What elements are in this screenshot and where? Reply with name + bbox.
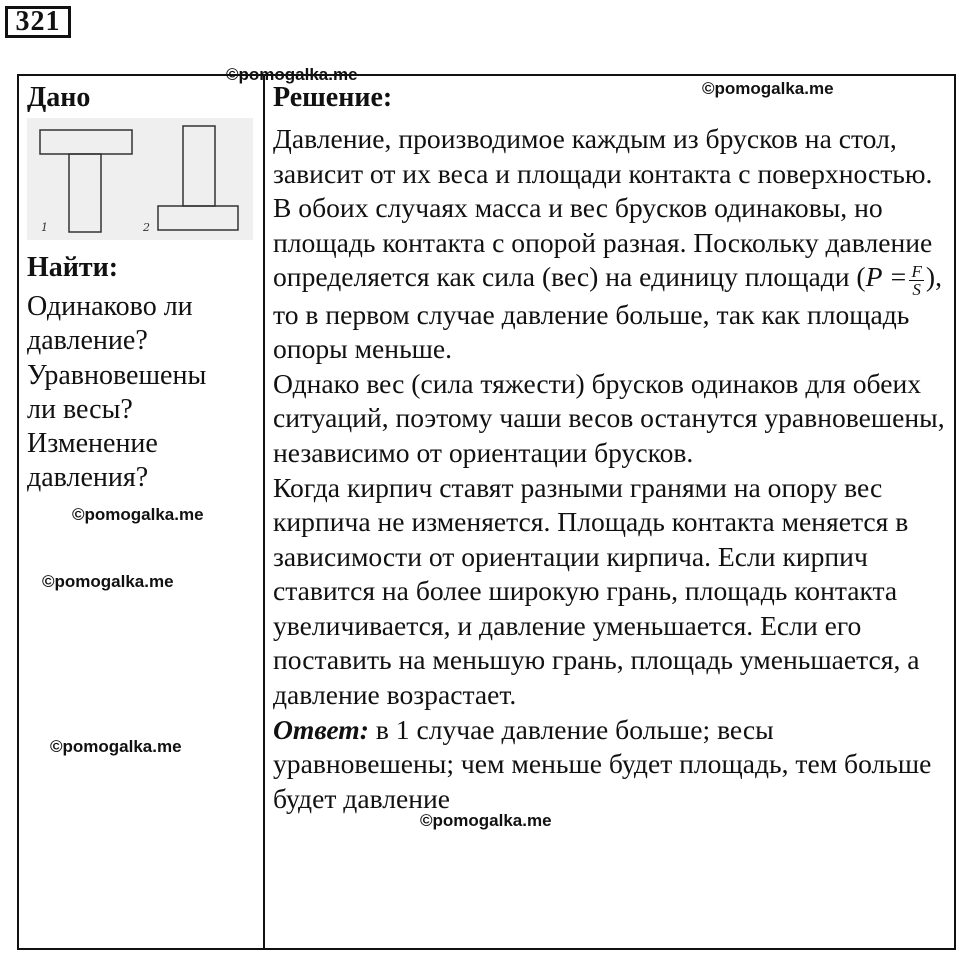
find-line: Изменение: [27, 428, 158, 460]
brick-2-top: [183, 126, 215, 206]
watermark: ©pomogalka.me: [50, 737, 182, 756]
watermark: ©pomogalka.me: [226, 65, 358, 84]
find-line: Уравновешены: [27, 359, 207, 391]
answer: [273, 713, 949, 817]
column-divider: [263, 74, 265, 950]
formula-lhs: P =: [865, 261, 908, 293]
find-line: давления?: [27, 462, 149, 494]
brick-1-top: [40, 130, 132, 154]
watermark: ©pomogalka.me: [420, 811, 552, 830]
solution-paragraph-3: Когда кирпич ставят разными гранями на опору вес кирпича не изменяется. Площадь контакта меняется в зависимости от ориентации кирпича. Если кирпич ставится на более широкую грань, площадь контакта увеличивается, и давление уменьшается. Если его поставить на меньшую грань, площадь уменьшается, а давление возрастает.: [273, 471, 920, 711]
bricks-figure: [27, 118, 253, 240]
problem-number: 321: [5, 6, 71, 38]
find-questions: [27, 290, 259, 496]
watermark: ©pomogalka.me: [42, 572, 174, 591]
formula-fraction: [909, 263, 923, 298]
find-line: ли весы?: [27, 393, 133, 425]
answer-text: в 1 случае давление больше; весы уравновешены; чем меньше будет площадь, тем больше будет давление: [273, 713, 932, 814]
solution-body: [273, 122, 949, 816]
watermark: ©pomogalka.me: [702, 79, 834, 98]
formula-numerator: F: [911, 261, 922, 281]
find-header: Найти:: [27, 252, 119, 283]
figure-label-1: 1: [41, 221, 48, 234]
watermark: ©pomogalka.me: [72, 505, 204, 524]
solution-paragraph-1: Давление, производимое каждым из брусков на стол, зависит от их веса и площади контакта с поверхностью. В обоих случаях масса и вес брусков одинаковы, но площадь контакта с опорой разная. Поскольку давление определяется как сила (вес) на единицу площади (P = $\frac{F}{S}$ ), то в первом случае давление больше, так как площадь опоры меньше.: [273, 123, 942, 365]
given-header: Дано: [27, 82, 91, 113]
bricks-illustration: [27, 118, 253, 240]
find-line: давление?: [27, 325, 148, 357]
figure-label-2: 2: [143, 221, 150, 234]
formula-denominator: S: [912, 279, 921, 299]
brick-1-bottom: [69, 154, 101, 232]
solution-paragraph-2: Однако вес (сила тяжести) брусков одинаков для обеих ситуаций, поэтому чаши весов останутся уравновешены, независимо от ориентации брусков.: [273, 367, 945, 468]
solution-header: Решение:: [273, 82, 393, 113]
answer-label: Ответ:: [273, 713, 369, 745]
brick-2-bottom: [158, 206, 238, 230]
find-line: Одинаково ли: [27, 291, 193, 322]
